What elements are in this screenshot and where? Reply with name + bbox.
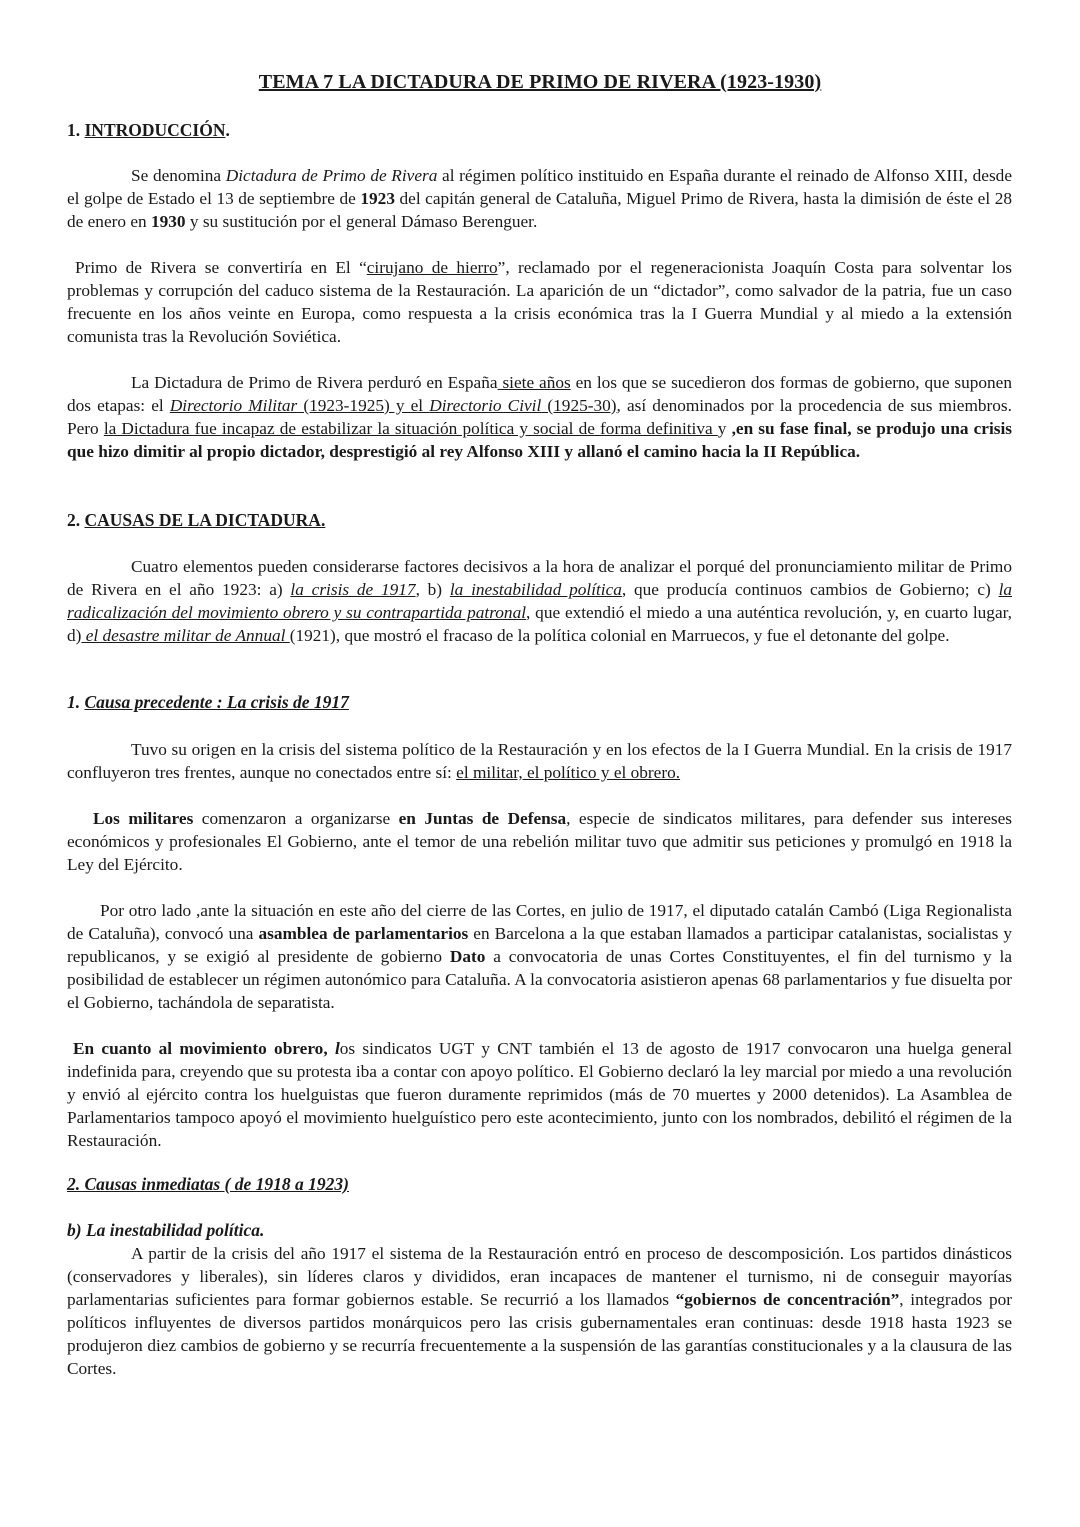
text-run: Directorio Militar: [169, 396, 298, 415]
text-run: y: [717, 419, 732, 438]
text-run: siete años: [497, 373, 571, 392]
text-run: Tuvo su origen en la crisis del sistema político de la Restauración y en los efectos de la I Guerra Mundial. En la crisis de 1917 confluyeron tres frentes, aunque no conectados entre sí:: [67, 740, 1012, 782]
text-run: 1923: [360, 189, 395, 208]
text-run: comenzaron a organizarse: [193, 809, 399, 828]
intro-paragraph-1: [67, 164, 1012, 233]
text-run: l: [334, 1039, 340, 1058]
section-1-number: 1.: [67, 120, 85, 140]
text-run: Dictadura de Primo de Rivera: [225, 166, 438, 185]
text-run: ”, reclamado por el regeneracionista Joaquín Costa para solventar los problemas y corrupción del caduco sistema de la Restauración. La aparición de un “dictador”, como salvador de la patria, fue un caso frecuente en los años veinte en Europa, como respuesta a la crisis económica tras la I Guerra Mundial y al miedo a la extensión comunista tras la Revolución Soviética.: [67, 258, 1012, 346]
subsection-b-heading: [67, 1220, 264, 1241]
document-title: TEMA 7 LA DICTADURA DE PRIMO DE RIVERA (1923-1930): [258, 71, 822, 93]
cause-1-title: Causa precedente : La crisis de 1917: [84, 692, 349, 712]
section-1-heading: [67, 120, 230, 141]
text-run: la Dictadura fue incapaz de estabilizar la situación política y social de forma definitiva: [103, 419, 718, 438]
text-run: a convocatoria de unas Cortes Constituyentes, el fin del turnismo y la posibilidad de establecer un régimen autonómico para Cataluña. A la convocatoria asistieron apenas 68 parlamentarios y fue disuelta por el Gobierno, tachándola de separatista.: [67, 947, 1012, 1012]
intro-paragraph-2: [67, 256, 1012, 348]
text-run: y su sustitución por el general Dámaso Berenguer.: [185, 212, 538, 231]
text-run: del capitán general de Cataluña, Miguel Primo de Rivera, hasta la dimisión de éste el 28 de enero en: [67, 189, 1012, 231]
political-instability-paragraph: [67, 1242, 1012, 1380]
cause-1-heading: [67, 692, 349, 713]
cause-1-paragraph-workers: [67, 1037, 1012, 1152]
text-run: Por otro lado ,ante la situación en este año del cierre de las Cortes, en julio de 1917, el diputado catalán Cambó (Liga Regionalista de Cataluña), convocó una: [67, 901, 1012, 943]
text-run: (1921), que mostró el fracaso de la política colonial en Marruecos, y fue el detonante del golpe.: [289, 626, 950, 645]
text-run: en los que se sucedieron dos formas de gobierno, que suponen dos etapas: el: [67, 373, 1012, 415]
text-run: (1923-1925) y el: [297, 396, 430, 415]
text-run: el militar, el político y el obrero.: [456, 763, 681, 782]
subsection-b-dot: .: [259, 1220, 265, 1240]
text-run: 1930: [150, 212, 186, 231]
text-run: asamblea de parlamentarios: [258, 924, 469, 943]
text-run: la radicalización del movimiento obrero y su contrapartida patronal: [67, 580, 1013, 622]
text-run: la inestabilidad política: [449, 580, 622, 599]
text-run: Se denomina: [131, 166, 226, 185]
text-run: , especie de sindicatos militares, para defender sus intereses económicos y profesionales El Gobierno, ante el temor de una rebelión militar tuvo que admitir sus peticiones y promulgó en 1918 la Ley del Ejército.: [67, 809, 1012, 874]
cause-1-paragraph-1: [67, 738, 1012, 784]
text-run: la crisis de 1917: [290, 580, 416, 599]
text-run: Los militares: [93, 809, 194, 828]
text-run: , b): [415, 580, 450, 599]
causes-paragraph: [67, 555, 1012, 647]
text-run: “gobiernos de concentración”: [675, 1290, 900, 1309]
text-run: , que producía continuos cambios de Gobierno; c): [621, 580, 999, 599]
text-run: Primo de Rivera se convertiría en El “: [75, 258, 367, 277]
text-run: el desastre militar de Annual: [81, 626, 290, 645]
text-run: os sindicatos UGT y CNT también el 13 de agosto de 1917 convocaron una huelga general indefinida para, creyendo que su protesta iba a contar con apoyo político. El Gobierno declaró la ley marcial por miedo a una revolución y envió al ejército contra los huelguistas que fueron duramente reprimidos (más de 70 muertes y 2000 detenidos). La Asamblea de Parlamentarios tampoco apoyó el movimiento huelguístico pero este acontecimiento, junto con los nombrados, debilitó el régimen de la Restauración.: [67, 1039, 1013, 1150]
text-run: ,en su fase final, se produjo una crisis que hizo dimitir al propio dictador, desprestigió al rey Alfonso XIII y allanó el camino hacia la II República.: [67, 419, 1013, 461]
text-run: en Juntas de Defensa: [398, 809, 567, 828]
text-run: Directorio Civil: [429, 396, 542, 415]
intro-paragraph-3: [67, 371, 1012, 463]
cause-1-paragraph-military: [67, 807, 1012, 876]
subsection-b-title: b) La inestabilidad política: [67, 1220, 260, 1240]
cause-1-number: 1.: [67, 692, 85, 712]
text-run: Dato: [449, 947, 486, 966]
text-run: A partir de la crisis del año 1917 el sistema de la Restauración entró en proceso de descomposición. Los partidos dinásticos (conservadores y liberales), sin líderes claros y divididos, eran incapaces de mantener el turnismo, ni de conseguir mayorías parlamentarias suficientes para formar gobiernos estable. Se recurrió a los llamados: [67, 1244, 1012, 1309]
cause-1-paragraph-political: [67, 899, 1012, 1014]
text-run: La Dictadura de Primo de Rivera perduró en España: [131, 373, 498, 392]
text-run: , que extendió el miedo a una auténtica revolución, y, en cuarto lugar, d): [67, 603, 1012, 645]
text-run: , integrados por políticos influyentes de diversos partidos monárquicos pero las crisis gubernamentales eran continuas: desde 1918 hasta 1923 se produjeron diez cambios de gobierno y se recurría frecuentemente a la suspensión de las garantías constitucionales y a la clausura de las Cortes.: [67, 1290, 1012, 1378]
text-run: Cuatro elementos pueden considerarse factores decisivos a la hora de analizar el porqué del pronunciamiento militar de Primo de Rivera en el año 1923: a): [67, 557, 1012, 599]
text-run: al régimen político instituido en España durante el reinado de Alfonso XIII, desde el golpe de Estado el 13 de septiembre de: [67, 166, 1012, 208]
text-run: En cuanto al movimiento obrero,: [73, 1039, 335, 1058]
text-run: en Barcelona a la que estaban llamados a participar catalanistas, socialistas y republicanos, y se exigió al presidente de gobierno: [67, 924, 1012, 966]
section-1-dot: .: [225, 120, 230, 140]
section-1-title: INTRODUCCIÓN: [84, 120, 226, 140]
text-run: cirujano de hierro: [366, 258, 498, 277]
section-2-number: 2.: [67, 510, 85, 530]
text-run: (1925-30): [541, 396, 617, 415]
section-2-heading: [67, 510, 325, 531]
cause-2-heading: 2. Causas inmediatas ( de 1918 a 1923): [67, 1174, 349, 1194]
section-2-title: CAUSAS DE LA DICTADURA.: [84, 510, 326, 530]
text-run: , así denominados por la procedencia de sus miembros. Pero: [67, 396, 1012, 438]
